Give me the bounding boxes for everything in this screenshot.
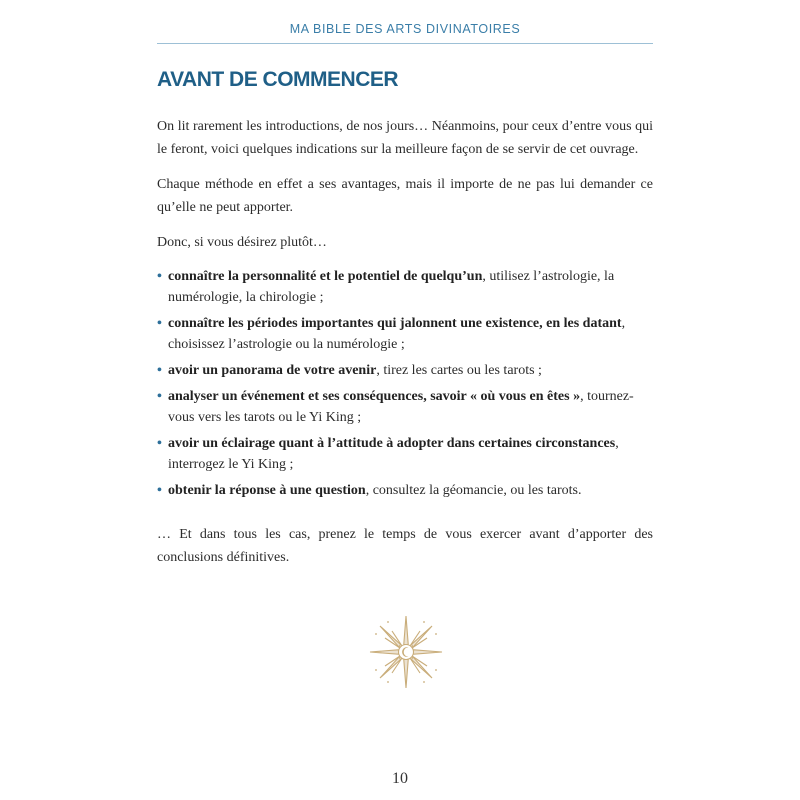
list-item-bold: obtenir la réponse à une question xyxy=(168,483,366,498)
page-title: AVANT DE COMMENCER xyxy=(157,68,399,91)
bullet-marker: • xyxy=(157,269,162,284)
list-item-text: , utilisez l’astrologie, la numérologie, la chirologie ; xyxy=(168,269,615,305)
list-item xyxy=(157,313,653,355)
bullet-marker: • xyxy=(157,436,162,451)
list-item-text: , choisissez l’astrologie ou la numérologie ; xyxy=(168,316,626,352)
list-item-text: , tirez les cartes ou les tarots ; xyxy=(376,363,542,378)
intro-paragraph: On lit rarement les introductions, de nos jours… Néanmoins, pour ceux d’entre vous qui le feront, voici quelques indications sur la meilleure façon de se servir de cet ouvrage. xyxy=(157,119,653,157)
header-rule xyxy=(157,43,653,44)
list-item-text: , interrogez le Yi King ; xyxy=(168,436,619,472)
list-item-bold: avoir un éclairage quant à l’attitude à adopter dans certaines circonstances xyxy=(168,436,616,451)
bullet-marker: • xyxy=(157,483,162,498)
page-number: 10 xyxy=(392,770,408,787)
list-item xyxy=(157,266,653,308)
list-item xyxy=(157,386,653,428)
running-head: MA BIBLE DES ARTS DIVINATOIRES xyxy=(289,22,521,36)
bullet-marker: • xyxy=(157,363,162,378)
list-item xyxy=(157,360,653,381)
star-moon-icon xyxy=(368,614,444,690)
list-item-text: , tournez-vous vers les tarots ou le Yi King ; xyxy=(168,389,634,425)
list-item-bold: connaître la personnalité et le potentiel de quelqu’un xyxy=(168,269,483,284)
bullet-marker: • xyxy=(157,389,162,404)
list-item xyxy=(157,480,653,501)
closing-paragraph: … Et dans tous les cas, prenez le temps de vous exercer avant d’apporter des conclusions définitives. xyxy=(157,527,653,565)
list-item-bold: analyser un événement et ses conséquences, savoir « où vous en êtes » xyxy=(168,389,581,404)
list-item-bold: connaître les périodes importantes qui jalonnent une existence, en les datant xyxy=(168,316,622,331)
list-item-text: , consultez la géomancie, ou les tarots. xyxy=(365,483,582,498)
list-item xyxy=(157,433,653,475)
lead-in-paragraph: Donc, si vous désirez plutôt… xyxy=(157,235,327,250)
bullet-marker: • xyxy=(157,316,162,331)
recommendation-list xyxy=(157,266,653,506)
list-item-bold: avoir un panorama de votre avenir xyxy=(168,363,377,378)
method-paragraph: Chaque méthode en effet a ses avantages, mais il importe de ne pas lui demander ce qu’elle ne peut apporter. xyxy=(157,177,653,215)
